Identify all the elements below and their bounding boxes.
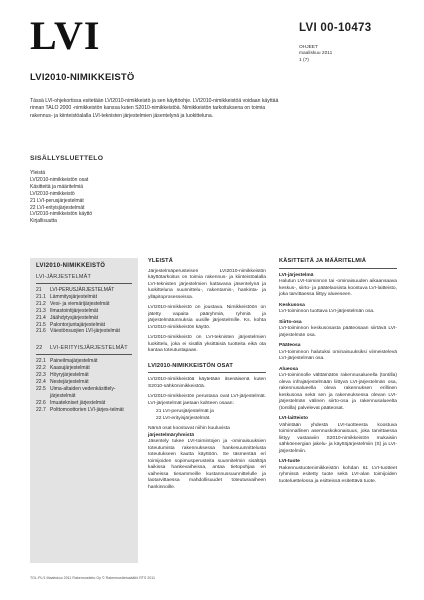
system-label: Höyryjärjestelmät <box>50 372 89 379</box>
toc-item[interactable]: 21 LVI-perusjärjestelmät <box>30 197 84 204</box>
group-number: 21 <box>36 287 42 293</box>
system-row <box>36 386 132 400</box>
intro-paragraph: Tässä LVI-ohjekortissa esitetään LVI2010-nimikkeistö ja sen käyttöohje. LVI2010-nimikkeistöä voidaan käyttää rinnan TALO 2000 -nimikkeistön kanssa kuten S2010-nimikkeistöä. Nimikkeistön tarkoituksena on toimia rakennus- ja kiinteistöalalla LVI-teknisten järjestelmien jäsentelynä ja luokitteluna. <box>30 98 279 119</box>
section-heading-definitions: KÄSITTEITÄ JA MÄÄRITELMIÄ <box>279 258 397 269</box>
system-label: Paineilmajärjestelmät <box>50 358 98 365</box>
toc-item[interactable]: LVI2010-nimikkeistön osat <box>30 176 89 183</box>
paragraph: Jäsentely tukee LVI-toimintojen ja -ominaisuuksien toteutumista rakennuksessa hankesuunnittelusta toteutukseen kautta käyttöön. Se täsmentää eri toimijoiden sopimusperusteita suunnitelmin sisältöjä kaikissa hankevaiheissa, antaa tietopohjaa eri vaiheissa tiesammeille kustannussuunnittelulle ja laotarvittaessa mahdollisuudet toteutusvaiheen hankinnoille. <box>148 439 266 490</box>
system-label: Ilmastointijärjestelmät <box>50 307 99 314</box>
table-of-contents <box>30 170 92 225</box>
system-label: Kaasujärjestelmät <box>50 365 90 372</box>
system-row <box>36 328 132 335</box>
system-number: 21.3 <box>36 307 46 314</box>
system-number: 21.2 <box>36 300 46 307</box>
definition: LVI-toiminnon tuottava LVI-järjestelmän osa. <box>279 309 375 314</box>
group-number: 22 <box>36 345 43 352</box>
group-label: LVI-ERITYISJÄRJESTELMÄT <box>50 345 128 352</box>
lvi-logo: LVI <box>30 13 101 58</box>
system-number: 22.7 <box>36 406 46 413</box>
paragraph: Nämä osat koostuvat niihin kuuluvista <box>148 426 230 431</box>
system-label: Imuatekniset järjestelmät <box>50 399 106 406</box>
definition: LVI-toiminnon keskusosasta pääteosaan siirtävä LVI-järjestelmän osa. <box>279 326 397 338</box>
paragraph: LVI2010-nimikkeistö on joustava. Nimikkeistöön on jätetty vapaita pääryhmiä, ryhmiä ja järjestelmätunnuksia uusille järjestelmille. Ks. kohta LVI2010-nimikkeistön käyttö. <box>148 305 266 330</box>
document-meta <box>299 45 332 64</box>
term: Pääteosa <box>279 343 301 348</box>
system-number: 22.2 <box>36 365 46 372</box>
meta-date: maaliskuu 2011 <box>299 51 333 57</box>
toc-item[interactable]: Kirjallisuutta <box>30 218 57 225</box>
system-number: 22.5 <box>36 385 46 392</box>
system-row <box>36 358 132 365</box>
system-number: 22.6 <box>36 399 46 406</box>
bold-term: järjestelmäryhmistä <box>148 432 194 438</box>
system-label: Jäähdytysjärjestelmät <box>50 314 99 321</box>
system-number: 22.4 <box>36 379 46 386</box>
toc-item[interactable]: Yleistä <box>30 170 46 176</box>
system-row <box>36 407 132 414</box>
group-row <box>36 287 132 294</box>
page-title: LVI2010-NIMIKKEISTÖ <box>30 72 135 83</box>
term: Keskusosa <box>279 302 305 308</box>
system-label: Vesi- ja viemärijärjestelmät <box>50 300 110 307</box>
system-number: 21.5 <box>36 321 46 328</box>
term: Siirto-osa <box>279 319 302 325</box>
system-row <box>36 308 132 315</box>
system-row <box>36 365 132 372</box>
term: Alueosa <box>279 366 299 372</box>
toc-heading: SISÄLLYSLUETTELO <box>30 155 104 162</box>
sidebar-subheading: LVI-JÄRJESTELMÄT <box>36 274 132 284</box>
group-label: LVI-PERUSJÄRJESTELMÄT <box>50 287 115 293</box>
term: LVI-tuote <box>279 459 300 464</box>
paragraph: LVI2010-nimikkeistö on LVI-teknisten järjestelmien luokittelu, joka ei sisällä yksittäisiä tuotteita eikä ota kantaa toteutustapaan. <box>148 335 266 353</box>
nomenclature-sidebar <box>30 258 138 563</box>
system-row <box>36 372 132 379</box>
toc-item[interactable]: 22 LVI-erityisjärjestelmät <box>30 204 85 211</box>
definitions-column <box>279 258 397 489</box>
system-number: 21.6 <box>36 328 46 335</box>
system-row <box>36 379 132 386</box>
definition: LVI-toiminnolle välttämätön rakennusalueella (tontilla) oleva infrajärjestelmään liittyvä LVI-järjestelmän osa, rakennusalueella oleva rakennuksen erillinen keskusosa sekä sen ja rakennuksessa olevan LVI-järjestelmän välinen siirto-osa ja rakennusalueelta (tontilla) palvelevat pääteosat. <box>279 373 397 411</box>
system-row <box>36 294 132 301</box>
page-footer: TOL-PL/1 Maaliskuu 2011 Rakennustieto Oy © Rakennustietosäätiö RTS 2011 <box>30 576 156 580</box>
toc-item[interactable]: LVI2010-nimikkeistön käyttö <box>30 211 93 218</box>
system-number: 22.1 <box>36 358 46 365</box>
definition: Halutun LVI-toiminnon tai -ominaisuuden aikaansaava keskus-, siirto- ja päätelaosista koostuva LVI-laitteisto, joka tarvittaessa liittyy alueeseen. <box>279 279 397 297</box>
system-label: Uima-altaiden vedenkäsittely-järjestelmät <box>50 385 116 399</box>
meta-page: 1 (7) <box>299 57 309 63</box>
system-label: Lämmitysjärjestelmät <box>50 293 97 300</box>
section-heading-parts: LVI2010-NIMIKKEISTÖN OSAT <box>148 363 266 374</box>
general-column <box>148 258 266 495</box>
meta-type: OHJEET <box>299 45 318 50</box>
paragraph: Järjestelmäperusteisen LVI2010-nimikkeistön käyttötarkoitus on toimia rakennus- ja kiinteistöalalla LVI-teknisten järjestelmien kattavana jäsentelynä ja luokitteluna suunnittelu-, rakentamis-, hankinta- ja ylläpitoprosesseissa. <box>148 268 266 300</box>
system-row <box>36 315 132 322</box>
group-row <box>36 345 132 355</box>
system-label: Väestönsuojien LVI-järjestelmät <box>50 328 120 335</box>
toc-item[interactable]: Käsitteitä ja määritelmiä <box>30 183 84 190</box>
definition: Vähintään yhdestä LVI-tuotteesta koostuva toiminnallinen asennuskokonaisuus, joka tarvittaessa liittyy vastaaviin S2010-nimikkeistön mukaisiin sähköenergian jakelu- ja käyttöjärjestelmiin (S) ja LVI-järjestelmiin. <box>279 422 397 454</box>
term: LVI-järjestelmä <box>279 272 314 278</box>
system-label: Palontorjuntajärjestelmät <box>50 321 106 328</box>
sidebar-heading: LVI2010-NIMIKKEISTÖ <box>36 263 106 269</box>
section-heading-general: YLEISTÄ <box>148 258 174 264</box>
definition: LVI-toiminnon halutuksi ominaisuuksiksi viimeistelevä LVI-järjestelmän osa. <box>279 349 397 361</box>
list-item: 21 LVI-perusjärjestelmät ja <box>156 409 214 414</box>
document-number: LVI 00-10473 <box>299 22 372 34</box>
system-number: 22.3 <box>36 372 46 379</box>
paragraph: LVI2010-nimikkeistöä käytetään itsenäisenä kuten S2010-sähkönimikkeistöä. <box>148 377 266 389</box>
system-row <box>36 301 132 308</box>
paragraph: LVI2010-nimikkeistön perustana ovat LVI-järjestelmät. LVI-järjestelmät jaetaan kahteen osaan: <box>148 394 266 406</box>
system-row <box>36 400 132 407</box>
list-item: 22 LVI-erityisjärjestelmät. <box>156 415 211 421</box>
system-row <box>36 322 132 329</box>
system-number: 21.1 <box>36 293 46 300</box>
term: LVI-laitteisto <box>279 416 308 421</box>
system-label: Nestejärjestelmät <box>50 379 89 386</box>
definition: Rakennustuotenimikkeistön kohdan 61 LVI-tuotteet ryhmissä esitetty tuote sekä LVI-alan toimijoiden tuoteluettelossa ja esitteissä esitettävä tuote. <box>279 465 397 484</box>
system-label: Polttomoottorien LVI-järjes-telmät <box>50 406 124 413</box>
system-number: 21.4 <box>36 314 46 321</box>
toc-item[interactable]: LVI2010-nimikkeistö <box>30 190 75 197</box>
